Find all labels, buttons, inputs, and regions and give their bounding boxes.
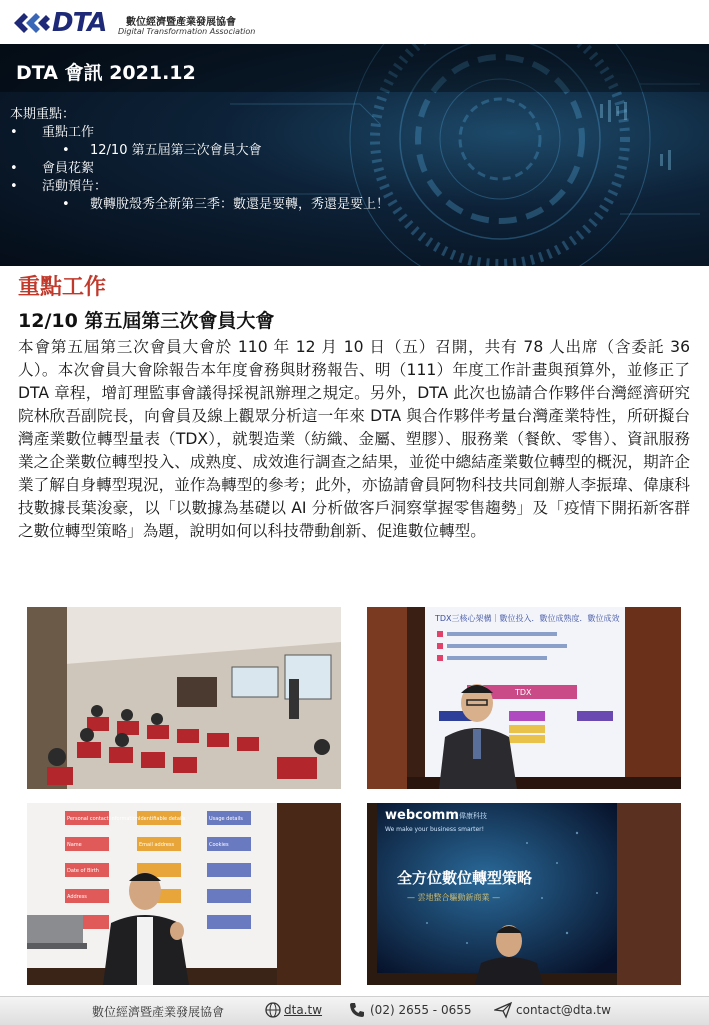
article-body: 本會第五屆第三次會員大會於 110 年 12 月 10 日（五）召開，共有 78 人出席（含委託 36 人）。本次會員大會除報告本年度會務與財務報告、明（111）年度工作計畫與預算外，並修正了 DTA 章程，增訂理監事會議得採視訊辦理之規定。另外，DTA 此次也協請合作夥伴台灣經濟研究院林欣吾副院長，向會員及線上觀眾分析這一年來 DTA 與合作夥伴考量台灣產業特性，所研擬台灣產業數位轉型量表（TDX），就製造業（紡織、金屬、塑膠）、服務業（餐飲、零售）、資訊服務業之企業數位轉型投入、成熟度、成效進行調查之結果，並從中總結產業數位轉型的概況，期許企業了解自身轉型現況，並作為轉型的參考；此外，亦協請會員阿物科技共同創辦人李振瑋、偉康科技數據長葉浚豪，以「以數據為基礎以 AI 分析做客戶洞察掌握零售趨勢」及「疫情下開拓新客群之數位轉型策略」為題，說明如何以科技帶動創新、促進數位轉型。 bbox=[18, 338, 690, 540]
dta-logo-mark-icon bbox=[14, 12, 50, 34]
slide-label: Email address bbox=[139, 842, 175, 848]
photo-auditorium bbox=[27, 607, 341, 789]
page-footer bbox=[0, 996, 709, 1025]
slide-label: Name bbox=[67, 842, 82, 848]
bullet-icon: • bbox=[10, 161, 18, 176]
webcomm-tagline: We make your business smarter! bbox=[385, 826, 485, 833]
slide-label: Cookies bbox=[209, 842, 229, 848]
photo-webcomm-presentation bbox=[367, 803, 681, 985]
newsletter-banner: DTA 會訊 2021.12 本期重點： • 重點工作 • 12/10 第五屆第三次會員大會 • 會員花絮 • 活動預告： • 數轉脫殼秀全新第三季：數還是要轉，秀還是要上！ bbox=[0, 44, 709, 266]
footer-org: 數位經濟暨產業發展協會 bbox=[92, 1005, 225, 1019]
slide-title-text: TDX三核心架構｜數位投入．數位成熟度．數位成效 bbox=[435, 614, 620, 623]
bullet-icon: • bbox=[10, 125, 18, 140]
slide-subtitle: — 雲地整合驅動新商業 — bbox=[407, 893, 501, 902]
globe-icon bbox=[264, 1001, 282, 1019]
phone-icon bbox=[348, 1001, 366, 1019]
article-title: 12/10 第五屆第三次會員大會 bbox=[18, 310, 275, 332]
bullet-icon: • bbox=[62, 197, 70, 212]
slide-main-title: 全方位數位轉型策略 bbox=[397, 869, 533, 887]
photo-data-presentation bbox=[27, 803, 341, 985]
bullet-icon: • bbox=[10, 179, 18, 194]
footer-email-link[interactable]: contact@dta.tw bbox=[516, 1003, 611, 1017]
page-header bbox=[0, 0, 709, 44]
footer-website-link[interactable]: dta.tw bbox=[284, 1003, 323, 1017]
webcomm-logo-text: webcomm bbox=[385, 808, 459, 823]
bullet-icon: • bbox=[62, 143, 70, 158]
footer-phone[interactable]: (02) 2655 - 0655 bbox=[370, 1003, 472, 1017]
send-icon bbox=[494, 1001, 512, 1019]
slide-label: Personal contact information bbox=[67, 816, 140, 822]
slide-tag: TDX bbox=[515, 688, 532, 697]
photo-tdx-presentation bbox=[367, 607, 681, 789]
slide-label: Identifiable details bbox=[139, 816, 186, 822]
webcomm-logo-sub: 偉康科技 bbox=[459, 812, 487, 820]
newsletter-title: DTA 會訊 2021.12 bbox=[16, 62, 196, 84]
org-name-en: Digital Transformation Association bbox=[118, 27, 256, 36]
slide-label: Address bbox=[67, 894, 87, 900]
section-heading: 重點工作 bbox=[18, 275, 107, 300]
slide-label: Date of Birth bbox=[67, 868, 99, 874]
slide-label: Usage details bbox=[209, 816, 243, 822]
dta-logo[interactable] bbox=[14, 10, 254, 38]
org-name-zh: 數位經濟暨產業發展協會 bbox=[126, 17, 236, 28]
logo-text: DTA bbox=[52, 8, 107, 38]
